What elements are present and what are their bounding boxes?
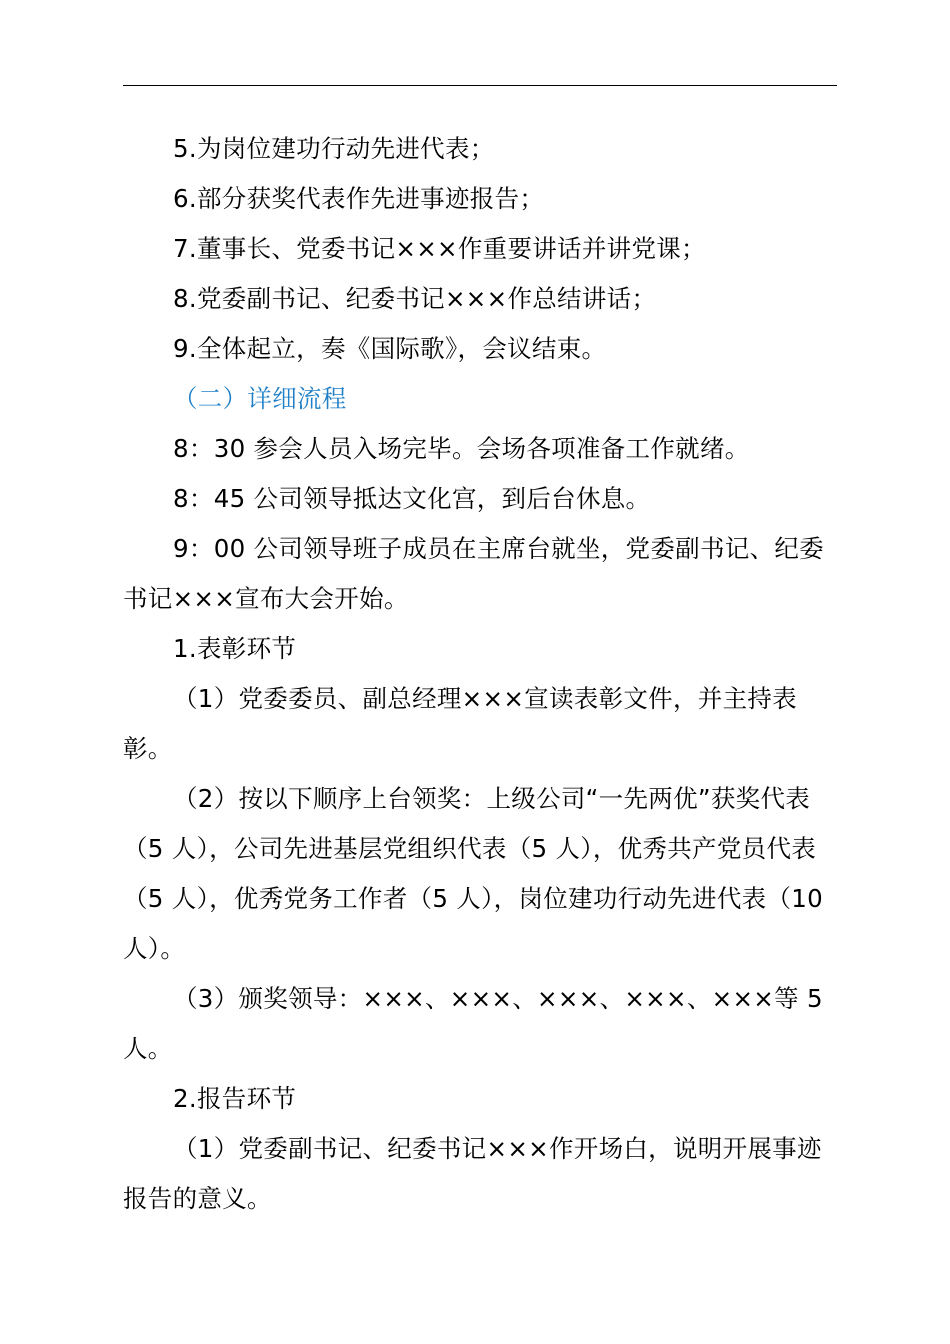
paragraph: 8：30 参会人员入场完毕。会场各项准备工作就绪。 xyxy=(173,434,750,463)
list-item: 9.全体起立，奏《国际歌》，会议结束。 xyxy=(173,334,607,363)
document-body xyxy=(123,124,839,1224)
subsection-heading: 2.报告环节 xyxy=(173,1084,297,1113)
paragraph: （1）党委委员、副总经理×××宣读表彰文件，并主持表彰。 xyxy=(123,684,797,763)
paragraph: （2）按以下顺序上台领奖：上级公司“一先两优”获奖代表（5 人），公司先进基层党组织代表（5 人），优秀共产党员代表（5 人），优秀党务工作者（5 人），岗位建功行动先进代表（10 人）。 xyxy=(123,784,832,963)
paragraph: 9：00 公司领导班子成员在主席台就坐，党委副书记、纪委书记×××宣布大会开始。 xyxy=(123,534,824,613)
header-rule xyxy=(123,85,837,86)
paragraph: （1）党委副书记、纪委书记×××作开场白，说明开展事迹报告的意义。 xyxy=(123,1134,822,1213)
subsection-heading: 1.表彰环节 xyxy=(173,634,297,663)
paragraph: （3）颁奖领导：×××、×××、×××、×××、×××等 5 人。 xyxy=(123,984,831,1063)
list-item: 5.为岗位建功行动先进代表； xyxy=(173,134,495,163)
paragraph: 8：45 公司领导抵达文化宫，到后台休息。 xyxy=(173,484,651,513)
section-heading: （二）详细流程 xyxy=(173,384,347,413)
list-item: 6.部分获奖代表作先进事迹报告； xyxy=(173,184,545,213)
list-item: 7.董事长、党委书记×××作重要讲话并讲党课； xyxy=(173,234,706,263)
list-item: 8.党委副书记、纪委书记×××作总结讲话； xyxy=(173,284,657,313)
